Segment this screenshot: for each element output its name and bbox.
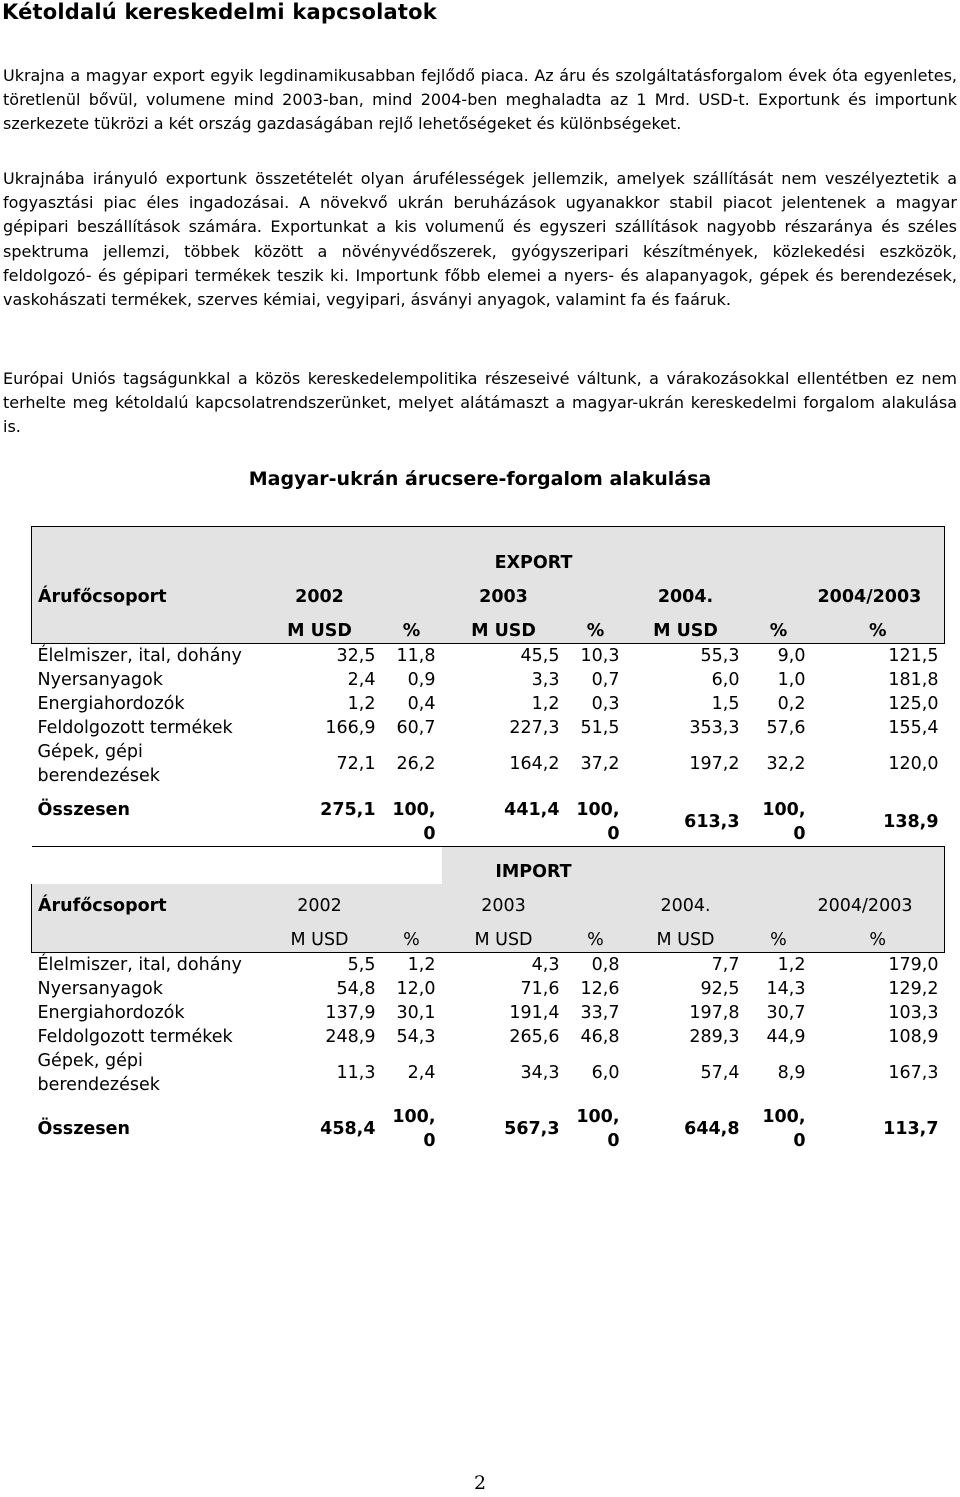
import-unit: % — [812, 928, 945, 953]
cell: 3,3 — [531, 669, 560, 690]
cell: 1,0 — [777, 669, 806, 690]
cell: 34,3 — [520, 1063, 560, 1083]
cell: 51,5 — [580, 717, 620, 738]
cell: 138,9 — [883, 811, 939, 832]
cell: 55,3 — [700, 645, 740, 666]
export-row-total — [32, 788, 945, 847]
cell: 275,1 — [320, 799, 376, 820]
cell: 44,9 — [766, 1027, 806, 1047]
row-label: Nyersanyagok — [37, 669, 163, 690]
export-header-2003: 2003 — [442, 575, 566, 619]
cell: 0,8 — [591, 955, 620, 975]
export-unit: % — [812, 619, 945, 644]
cell: 14,3 — [766, 979, 806, 999]
export-header-2002: 2002 — [258, 575, 382, 619]
import-label-row — [32, 846, 945, 884]
cell: 30,7 — [766, 1003, 806, 1023]
cell: 197,8 — [689, 1003, 740, 1023]
cell: 1,2 — [407, 955, 436, 975]
cell: 32,5 — [336, 645, 376, 666]
cell: 129,2 — [888, 979, 939, 999]
cell: 441,4 — [504, 799, 560, 820]
cell: 1,2 — [347, 693, 376, 714]
cell: 6,0 — [591, 1063, 620, 1083]
cell: 72,1 — [336, 753, 376, 774]
cell: 100,0 — [576, 1107, 620, 1151]
export-label-row — [32, 527, 945, 575]
import-unit: M USD — [442, 928, 566, 953]
export-row-processed — [32, 716, 945, 740]
cell: 167,3 — [888, 1063, 939, 1083]
cell: 120,0 — [888, 753, 939, 774]
import-header-2003: 2003 — [442, 884, 566, 928]
cell: 57,4 — [700, 1063, 740, 1083]
cell: 11,3 — [336, 1063, 376, 1083]
export-row-machinery — [32, 740, 945, 788]
row-label: Gépek, gépi berendezések — [37, 741, 160, 786]
cell: 10,3 — [580, 645, 620, 666]
export-unit: M USD — [258, 619, 382, 644]
export-header-row — [32, 575, 945, 619]
import-units-row — [32, 928, 945, 953]
cell: 46,8 — [580, 1027, 620, 1047]
cell: 54,8 — [336, 979, 376, 999]
row-label: Élelmiszer, ital, dohány — [37, 645, 242, 666]
import-row-total — [32, 1097, 945, 1153]
paragraph-composition: Ukrajnába irányuló exportunk összetételét olyan árufélességek jellemzik, amelyek szállítását nem veszélyeztetik a fogyasztási piac éles ingadozásai. A növekvő ukrán beruházások ugyanakkor stabil piacot jelentenek a magyar gépipari beszállítások számára. Exportunkat a kis volumenű és egyszeri szállítások nagyobb részaránya és széles spektruma jellemzi, többek között a növényvédőszerek, gyógyszeripari készítmények, közlekedési eszközök, feldolgozó- és gépipari termékek teszik ki. Importunk főbb elemei a nyers- és alapanyagok, gépek és berendezések, vaskohászati termékek, szerves kémiai, vegyipari, ásványi anyagok, valamint fa és faáruk. — [3, 169, 957, 310]
row-label: Élelmiszer, ital, dohány — [37, 955, 242, 975]
cell: 0,4 — [407, 693, 436, 714]
cell: 0,7 — [591, 669, 620, 690]
export-unit: % — [566, 619, 626, 644]
cell: 166,9 — [325, 717, 376, 738]
trade-table — [31, 526, 945, 1153]
row-label: Összesen — [37, 799, 131, 820]
import-row-raw — [32, 977, 945, 1001]
import-header-2004: 2004. — [626, 884, 746, 928]
row-label: Feldolgozott termékek — [37, 1027, 233, 1047]
cell: 0,3 — [591, 693, 620, 714]
cell: 644,8 — [684, 1119, 740, 1139]
cell: 33,7 — [580, 1003, 620, 1023]
cell: 12,6 — [580, 979, 620, 999]
import-header-ratio: 2004/2003 — [812, 884, 945, 928]
cell: 181,8 — [888, 669, 939, 690]
import-unit: M USD — [258, 928, 382, 953]
cell: 12,0 — [396, 979, 436, 999]
cell: 567,3 — [504, 1119, 560, 1139]
paragraph-eu: Európai Uniós tagságunkkal a közös kereskedelempolitika részeseivé váltunk, a várakozásokkal ellentétben ez nem terhelte meg kétoldalú kapcsolatrendszerünket, melyet alátámaszt a magyar-ukrán kereskedelmi forgalom alakulása is. — [3, 369, 957, 437]
export-header-2004: 2004. — [626, 575, 746, 619]
export-units-row — [32, 619, 945, 644]
cell: 1,2 — [531, 693, 560, 714]
cell: 54,3 — [396, 1027, 436, 1047]
paragraph-intro: Ukrajna a magyar export egyik legdinamikusabban fejlődő piaca. Az áru és szolgáltatásforgalom évek óta egyenletes, töretlenül bővül, volumene mind 2003-ban, mind 2004-ben meghaladta az 1 Mrd. USD-t. Exportunk és importunk szerkezete tükrözi a két ország gazdaságában rejlő lehetőségeket és különbségeket. — [3, 66, 957, 134]
cell: 9,0 — [777, 645, 806, 666]
import-row-processed — [32, 1025, 945, 1049]
cell: 45,5 — [520, 645, 560, 666]
cell: 137,9 — [325, 1003, 376, 1023]
export-section-label: EXPORT — [442, 527, 626, 575]
export-unit: % — [746, 619, 812, 644]
cell: 227,3 — [509, 717, 560, 738]
cell: 265,6 — [509, 1027, 560, 1047]
cell: 100,0 — [392, 799, 436, 844]
cell: 6,0 — [711, 669, 740, 690]
cell: 100,0 — [576, 799, 620, 844]
cell: 1,5 — [711, 693, 740, 714]
row-label: Energiahordozók — [37, 693, 185, 714]
cell: 37,2 — [580, 753, 620, 774]
import-header-row — [32, 884, 945, 928]
export-header-group: Árufőcsoport — [32, 575, 258, 619]
import-unit: M USD — [626, 928, 746, 953]
cell: 4,3 — [531, 955, 560, 975]
import-row-machinery — [32, 1049, 945, 1097]
cell: 57,6 — [766, 717, 806, 738]
export-row-energy — [32, 692, 945, 716]
import-unit: % — [382, 928, 442, 953]
cell: 125,0 — [888, 693, 939, 714]
cell: 26,2 — [396, 753, 436, 774]
cell: 2,4 — [407, 1063, 436, 1083]
cell: 458,4 — [320, 1119, 376, 1139]
cell: 0,9 — [407, 669, 436, 690]
row-label: Nyersanyagok — [37, 979, 163, 999]
cell: 100,0 — [762, 799, 806, 844]
export-unit: % — [382, 619, 442, 644]
cell: 0,2 — [777, 693, 806, 714]
row-label: Összesen — [37, 1119, 131, 1139]
cell: 113,7 — [883, 1119, 939, 1139]
cell: 100,0 — [392, 1107, 436, 1151]
cell: 289,3 — [689, 1027, 740, 1047]
cell: 191,4 — [509, 1003, 560, 1023]
cell: 121,5 — [888, 645, 939, 666]
export-row-raw — [32, 668, 945, 692]
row-label: Gépek, gépi berendezések — [37, 1051, 160, 1095]
cell: 197,2 — [689, 753, 740, 774]
row-label: Feldolgozott termékek — [37, 717, 233, 738]
import-unit: % — [746, 928, 812, 953]
cell: 155,4 — [888, 717, 939, 738]
cell: 60,7 — [396, 717, 436, 738]
export-unit: M USD — [626, 619, 746, 644]
import-header-2002: 2002 — [258, 884, 382, 928]
cell: 353,3 — [689, 717, 740, 738]
cell: 613,3 — [684, 811, 740, 832]
cell: 164,2 — [509, 753, 560, 774]
table-title: Magyar-ukrán árucsere-forgalom alakulása — [248, 468, 712, 490]
row-label: Energiahordozók — [37, 1003, 185, 1023]
cell: 108,9 — [888, 1027, 939, 1047]
import-header-group: Árufőcsoport — [32, 884, 258, 928]
cell: 71,6 — [520, 979, 560, 999]
cell: 100,0 — [762, 1107, 806, 1151]
cell: 179,0 — [888, 955, 939, 975]
import-unit: % — [566, 928, 626, 953]
cell: 8,9 — [777, 1063, 806, 1083]
cell: 92,5 — [700, 979, 740, 999]
cell: 1,2 — [777, 955, 806, 975]
cell: 32,2 — [766, 753, 806, 774]
cell: 7,7 — [711, 955, 740, 975]
cell: 2,4 — [347, 669, 376, 690]
cell: 5,5 — [347, 955, 376, 975]
export-unit: M USD — [442, 619, 566, 644]
cell: 30,1 — [396, 1003, 436, 1023]
export-row-food — [32, 643, 945, 668]
import-row-energy — [32, 1001, 945, 1025]
cell: 103,3 — [888, 1003, 939, 1023]
cell: 11,8 — [396, 645, 436, 666]
import-section-label: IMPORT — [442, 846, 626, 884]
import-row-food — [32, 953, 945, 978]
page-heading: Kétoldalú kereskedelmi kapcsolatok — [2, 0, 437, 24]
cell: 248,9 — [325, 1027, 376, 1047]
export-header-ratio: 2004/2003 — [812, 575, 945, 619]
page-number: 2 — [473, 1472, 487, 1494]
